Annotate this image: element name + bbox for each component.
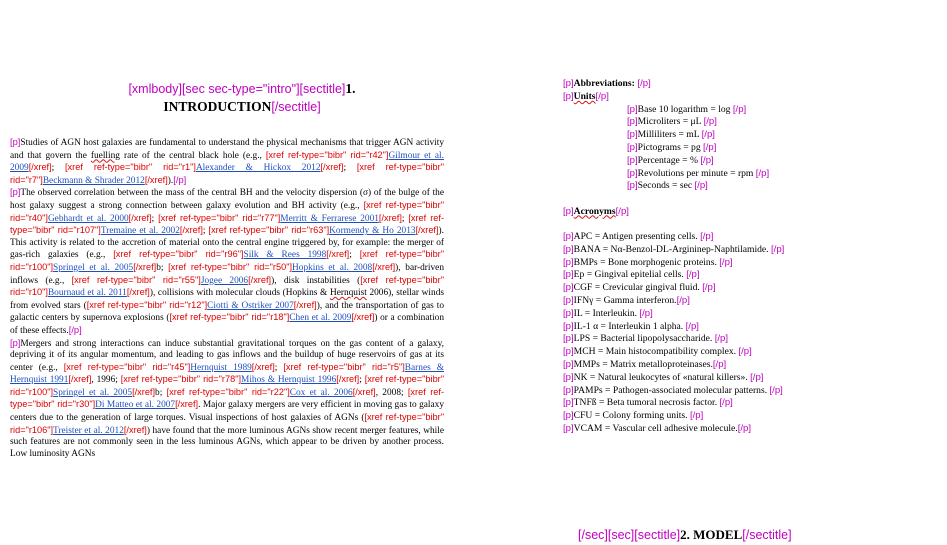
text: b;: [155, 387, 167, 398]
acronym-entry: [563, 397, 893, 410]
para-tag: [p]: [627, 129, 638, 141]
citation-link[interactable]: Jogee 2006: [200, 275, 249, 286]
xref-close: [/xref]: [132, 386, 156, 397]
unit-entry: [627, 168, 893, 181]
para-tag: [/p]: [738, 346, 752, 358]
xref-tag: [xref ref-type="bibr" rid="r42"]: [265, 149, 389, 160]
citation-link[interactable]: Barnes & Hernquist 1991: [10, 362, 444, 386]
para-tag: [/p]: [702, 282, 716, 294]
para-tag: [/p]: [732, 103, 747, 115]
section-heading-introduction: [92, 80, 392, 116]
acronyms-label: Acronyms: [573, 205, 616, 217]
unit-entry-text: Base 10 logarithm = log: [637, 103, 733, 115]
para-tag: [p]: [563, 333, 574, 345]
acronym-entry-text: CFU = Colony forming units.: [573, 410, 690, 422]
text: ;: [51, 163, 65, 174]
text: Hernquist: [329, 288, 367, 299]
text: ;: [401, 213, 409, 224]
citation-link[interactable]: Treister et al. 2012: [53, 425, 124, 436]
text: fuelling: [90, 150, 120, 161]
xref-tag: [xref ref-type="bibr" rid="r12"]: [86, 299, 208, 310]
xref-close: [/xref]: [372, 261, 396, 272]
acronym-entry: [563, 359, 893, 372]
text: Studies of AGN host galaxies are fundamental to understand the physical mechanisms that trigger AGN activity and that govern the: [10, 138, 444, 161]
para-tag: [/p]: [755, 167, 770, 179]
para-tag: [/p]: [769, 384, 783, 396]
xref-tag: [xref ref-type="bibr" rid="r1"]: [65, 162, 196, 173]
para-tag: [p]: [10, 337, 21, 348]
xref-close: [/xref]: [326, 249, 350, 260]
acronym-entry-text: IL-1 α = Interleukin 1 alpha.: [573, 320, 686, 332]
text: ;: [202, 226, 209, 237]
xref-close: [/xref]: [378, 212, 402, 223]
acronym-entry-text: IL = Interleukin.: [573, 307, 640, 319]
para-tag: [p]: [563, 90, 574, 102]
para-tag: [p]: [10, 137, 21, 147]
para-tag: [p]: [563, 320, 574, 332]
citation-link[interactable]: Chen et al. 2009: [289, 313, 352, 324]
abbreviations-label: Abbreviations:: [573, 78, 635, 89]
para-tag: [/p]: [173, 174, 187, 185]
xref-close: [/xref]: [352, 386, 376, 397]
xref-tag: [xref ref-type="bibr" rid="r96"]: [113, 249, 244, 260]
units-label: Units: [573, 90, 596, 102]
text: . Major galaxy mergers are very efficient in moving gas to galaxy centers due to the generation of large torques. Visual inspections of host galaxies of AGNs (: [10, 400, 445, 424]
text: ), bar-driven inflows (e.g.,: [10, 262, 445, 286]
para-tag: [/p]: [615, 205, 629, 217]
acronym-entry-text: VCAM = Vascular cell adhesive molecule.: [573, 422, 738, 434]
text: rate of the central black hole (e.g.,: [119, 150, 266, 161]
xref-tag: [xref ref-type="bibr" rid="r78"]: [120, 374, 242, 385]
acronym-entry-text: Ep = Gingival epitelial cells.: [573, 269, 687, 281]
text: , 2008;: [375, 387, 408, 398]
acronym-entry: [563, 410, 893, 423]
markup-tag: [/sec][sec][sectitle]: [578, 528, 681, 542]
para-tag: [/p]: [595, 90, 609, 102]
para-tag: [p]: [563, 371, 574, 383]
para-tag: [p]: [563, 307, 574, 319]
para-tag: [p]: [563, 205, 574, 217]
unit-entry-text: Milliliters = mL: [637, 129, 702, 141]
citation-link[interactable]: Gebhardt et al. 2000: [47, 213, 129, 224]
xref-tag: [xref ref-type="bibr" rid="r77"]: [158, 212, 281, 223]
para-tag: [p]: [563, 346, 574, 358]
acronym-entry-text: LPS = Bacterial lipopolysaccharide.: [573, 333, 715, 345]
xref-close: [/xref]: [179, 225, 203, 236]
acronym-entry-text: IFNγ = Gamma interferon.: [573, 294, 677, 306]
citation-link[interactable]: Ciotti & Ostriker 2007: [207, 300, 294, 311]
text: ;: [343, 163, 357, 174]
para-tag: [/p]: [68, 324, 82, 335]
text: ;: [151, 213, 159, 224]
section-number: 2.: [680, 527, 694, 542]
text: b;: [156, 262, 169, 273]
unit-entry: [627, 116, 893, 129]
acronym-entry-text: APC = Antigen presenting cells.: [573, 230, 701, 242]
xref-close: [/xref]: [28, 162, 52, 173]
text: Mergers and strong interactions can induce substantial gravitational torques on the gas content of a galaxy, depriving it of its angular momentum, and leading to gas inflows and the buildup of huge reservoirs of gas at its center (e.g.,: [10, 338, 444, 373]
introduction-body: [10, 137, 444, 460]
text: ).: [167, 175, 174, 186]
xref-tag: [xref ref-type="bibr" rid="r45"]: [63, 361, 191, 372]
xref-close: [/xref]: [144, 174, 168, 185]
text: ), and the transportation of gas to galactic centers by supernova explosions (: [10, 300, 444, 324]
para-tag: [/p]: [719, 397, 733, 409]
acronyms-heading: [563, 206, 893, 219]
paragraph-3: [10, 338, 444, 461]
citation-link[interactable]: Springel et al. 2005: [53, 262, 134, 273]
paragraph-2: [10, 187, 444, 337]
section-title: MODEL: [693, 527, 743, 542]
para-tag: [p]: [563, 410, 574, 422]
xref-close: [/xref]: [123, 424, 147, 435]
acronym-entry-text: BANA = Nα-Benzol-DL-Argininep-Naphtilamide.: [573, 243, 771, 255]
xref-close: [/xref]: [351, 312, 375, 323]
xref-tag: [xref ref-type="bibr" rid="r106"]: [10, 412, 444, 435]
para-tag: [p]: [627, 103, 638, 115]
acronym-entry: [563, 269, 893, 282]
para-tag: [p]: [627, 154, 638, 166]
acronym-entry: [563, 423, 893, 436]
citation-link[interactable]: Gilmour et al. 2009: [10, 150, 444, 174]
para-tag: [p]: [563, 78, 574, 89]
xref-tag: [xref ref-type="bibr" rid="r10"]: [10, 274, 444, 298]
acronym-entry: [563, 321, 893, 334]
citation-link[interactable]: Tremaine et al. 2002: [100, 226, 180, 237]
unit-entry: [627, 180, 893, 193]
xref-close: [/xref]: [248, 274, 272, 285]
xref-close: [/xref]: [133, 261, 157, 272]
text: ). This activity is related to the accretion of material onto the central engine triggered by, for example: the merger of gas-rich galaxies (e.g.,: [10, 226, 444, 261]
xref-tag: [xref ref-type="bibr" rid="r7"]: [10, 162, 444, 185]
citation-link[interactable]: Cox et al. 2006: [289, 387, 353, 398]
para-tag: [/p]: [737, 422, 752, 434]
acronym-entry: [563, 308, 893, 321]
para-tag: [p]: [563, 422, 574, 434]
citation-link[interactable]: Beckmann & Shrader 2012: [42, 175, 145, 186]
acronym-entry: [563, 372, 893, 385]
unit-entry-text: Pictograms = pg: [637, 141, 704, 153]
text: The observed correlation between the mass of the central BH and the velocity dispersion (σ) of the bulge of the host galaxy suggest a strong connection between galaxy evolution and BH activity (e.g.,: [10, 188, 444, 211]
citation-link[interactable]: Hopkins et al. 2008: [292, 262, 373, 273]
section-title: INTRODUCTION: [163, 99, 272, 114]
para-tag: [p]: [563, 230, 574, 242]
citation-link[interactable]: Mihos & Hernquist 1996: [241, 375, 337, 386]
para-tag: [p]: [563, 384, 574, 396]
acronym-entry: [563, 346, 893, 359]
xref-close: [/xref]: [126, 287, 150, 298]
acronym-entry: [563, 333, 893, 346]
acronym-entry: [563, 295, 893, 308]
para-tag: [/p]: [701, 129, 715, 141]
acronym-entry-text: CGF = Crevicular gingival fluid.: [573, 282, 703, 294]
unit-entry-text: Percentage = %: [637, 154, 701, 166]
text: ) have found that the more luminous AGNs show recent merger features, while such features are not commonly seen in the less luminous AGNs, which appear to be driven by another process. Low luminosity AGNs: [10, 425, 444, 459]
unit-entry-text: Microliters = μL: [637, 116, 704, 128]
units-list: [627, 104, 893, 194]
acronym-entry-text: BMPs = Bone morphogenic proteins.: [573, 256, 720, 268]
para-tag: [/p]: [689, 410, 704, 422]
text: , 1996;: [91, 375, 121, 386]
para-tag: [/p]: [686, 269, 700, 281]
acronym-entry-text: MMPs = Matrix metalloproteinases.: [573, 358, 713, 370]
para-tag: [p]: [627, 116, 638, 128]
para-tag: [/p]: [703, 116, 717, 128]
citation-link[interactable]: Merritt & Ferrarese 2001: [280, 213, 379, 224]
citation-link[interactable]: Hernquist 1989: [190, 362, 252, 373]
para-tag: [/p]: [676, 294, 690, 306]
xref-close: [/xref]: [128, 212, 152, 223]
xref-tag: [xref ref-type="bibr" rid="r107"]: [10, 212, 445, 236]
xref-tag: [xref ref-type="bibr" rid="r100"]: [10, 374, 444, 397]
text: ;: [349, 250, 360, 261]
xref-close: [/xref]: [68, 374, 92, 385]
unit-entry: [627, 142, 893, 155]
para-tag: [/p]: [714, 333, 729, 345]
text: ) or a combination of these effects.: [10, 313, 445, 336]
xref-tag: [xref ref-type="bibr" rid="r55"]: [71, 274, 201, 285]
text: ;: [359, 375, 365, 386]
section-number: 1.: [345, 81, 356, 96]
para-tag: [p]: [563, 282, 574, 294]
para-tag: [p]: [627, 141, 638, 153]
citation-link[interactable]: Di Matteo et al. 2007: [95, 400, 176, 411]
citation-link[interactable]: Bournaud et al. 2011: [47, 288, 127, 299]
para-tag: [/p]: [639, 307, 653, 319]
acronym-entry: [563, 257, 893, 270]
citation-link[interactable]: Kormendy & Ho 2013: [329, 226, 416, 237]
acronym-entry: [563, 385, 893, 398]
xref-close: [/xref]: [320, 162, 344, 173]
unit-entry: [627, 129, 893, 142]
para-tag: [/p]: [703, 141, 717, 153]
xref-close: [/xref]: [175, 399, 199, 410]
para-tag: [/p]: [700, 230, 714, 242]
text: 2006), stellar winds from evolved stars (: [10, 288, 444, 311]
para-tag: [/p]: [719, 256, 733, 268]
units-heading: [563, 91, 893, 104]
para-tag: [p]: [627, 167, 638, 179]
para-tag: [/p]: [770, 243, 785, 255]
para-tag: [p]: [627, 180, 638, 192]
markup-tag: [/sectitle]: [271, 100, 321, 114]
xref-close: [/xref]: [293, 299, 317, 310]
xref-tag: [xref ref-type="bibr" rid="r22"]: [166, 386, 290, 397]
acronym-entry-text: TNFß = Beta tumoral necrosis factor.: [573, 397, 720, 409]
para-tag: [/p]: [700, 154, 714, 166]
xref-tag: [xref ref-type="bibr" rid="r50"]: [168, 261, 293, 272]
para-tag: [/p]: [685, 320, 699, 332]
xref-tag: [xref ref-type="bibr" rid="r100"]: [10, 249, 444, 272]
text: ), disk instabilities (: [271, 275, 361, 286]
para-tag: [p]: [563, 358, 574, 370]
acronym-entry: [563, 282, 893, 295]
unit-entry-text: Seconds = sec: [637, 180, 695, 192]
xref-close: [/xref]: [415, 225, 439, 236]
xref-tag: [xref ref-type="bibr" rid="r5"]: [283, 361, 405, 372]
para-tag: [p]: [563, 269, 574, 281]
xref-tag: [xref ref-type="bibr" rid="r30"]: [10, 386, 445, 410]
text: ;: [274, 362, 284, 373]
acronym-entry: [563, 231, 893, 244]
citation-link[interactable]: Silk & Rees 1998: [243, 250, 327, 261]
xref-tag: [xref ref-type="bibr" rid="r40"]: [10, 199, 444, 223]
markup-tag: [xmlbody][sec sec-type="intro"][sectitle]: [128, 82, 346, 96]
para-tag: [p]: [563, 243, 574, 255]
unit-entry-text: Revolutions per minute = rpm: [637, 167, 756, 179]
xref-close: [/xref]: [336, 374, 360, 385]
abbreviations-panel: [563, 78, 893, 436]
xref-tag: [xref ref-type="bibr" rid="r63"]: [208, 225, 330, 236]
para-tag: [/p]: [634, 78, 651, 89]
abbreviations-heading: [563, 78, 893, 91]
xref-tag: [xref ref-type="bibr" rid="r18"]: [169, 312, 290, 323]
para-tag: [/p]: [750, 371, 764, 383]
acronym-entry: [563, 244, 893, 257]
para-tag: [/p]: [712, 358, 727, 370]
text: ), collisions with molecular clouds (Hopkins &: [149, 288, 330, 299]
para-tag: [p]: [10, 187, 21, 198]
citation-link[interactable]: Springel et al. 2005: [53, 387, 133, 398]
unit-entry: [627, 155, 893, 168]
citation-link[interactable]: Alexander & Hickox 2012: [195, 163, 321, 174]
unit-entry: [627, 104, 893, 117]
acronyms-list: [563, 231, 893, 436]
acronym-entry-text: PAMPs = Pathogen-associated molecular patterns.: [573, 384, 770, 396]
para-tag: [/p]: [694, 180, 708, 192]
acronym-entry-text: NK = Natural leukocytes of «natural killers».: [573, 371, 751, 383]
paragraph-1: [10, 137, 444, 187]
markup-tag: [/sectitle]: [742, 528, 792, 542]
para-tag: [p]: [563, 256, 574, 268]
para-tag: [p]: [563, 294, 574, 306]
acronym-entry-text: MCH = Main histocompatibility complex.: [573, 346, 739, 358]
section-heading-model: [578, 526, 918, 544]
xref-close: [/xref]: [251, 361, 275, 372]
para-tag: [p]: [563, 397, 574, 409]
